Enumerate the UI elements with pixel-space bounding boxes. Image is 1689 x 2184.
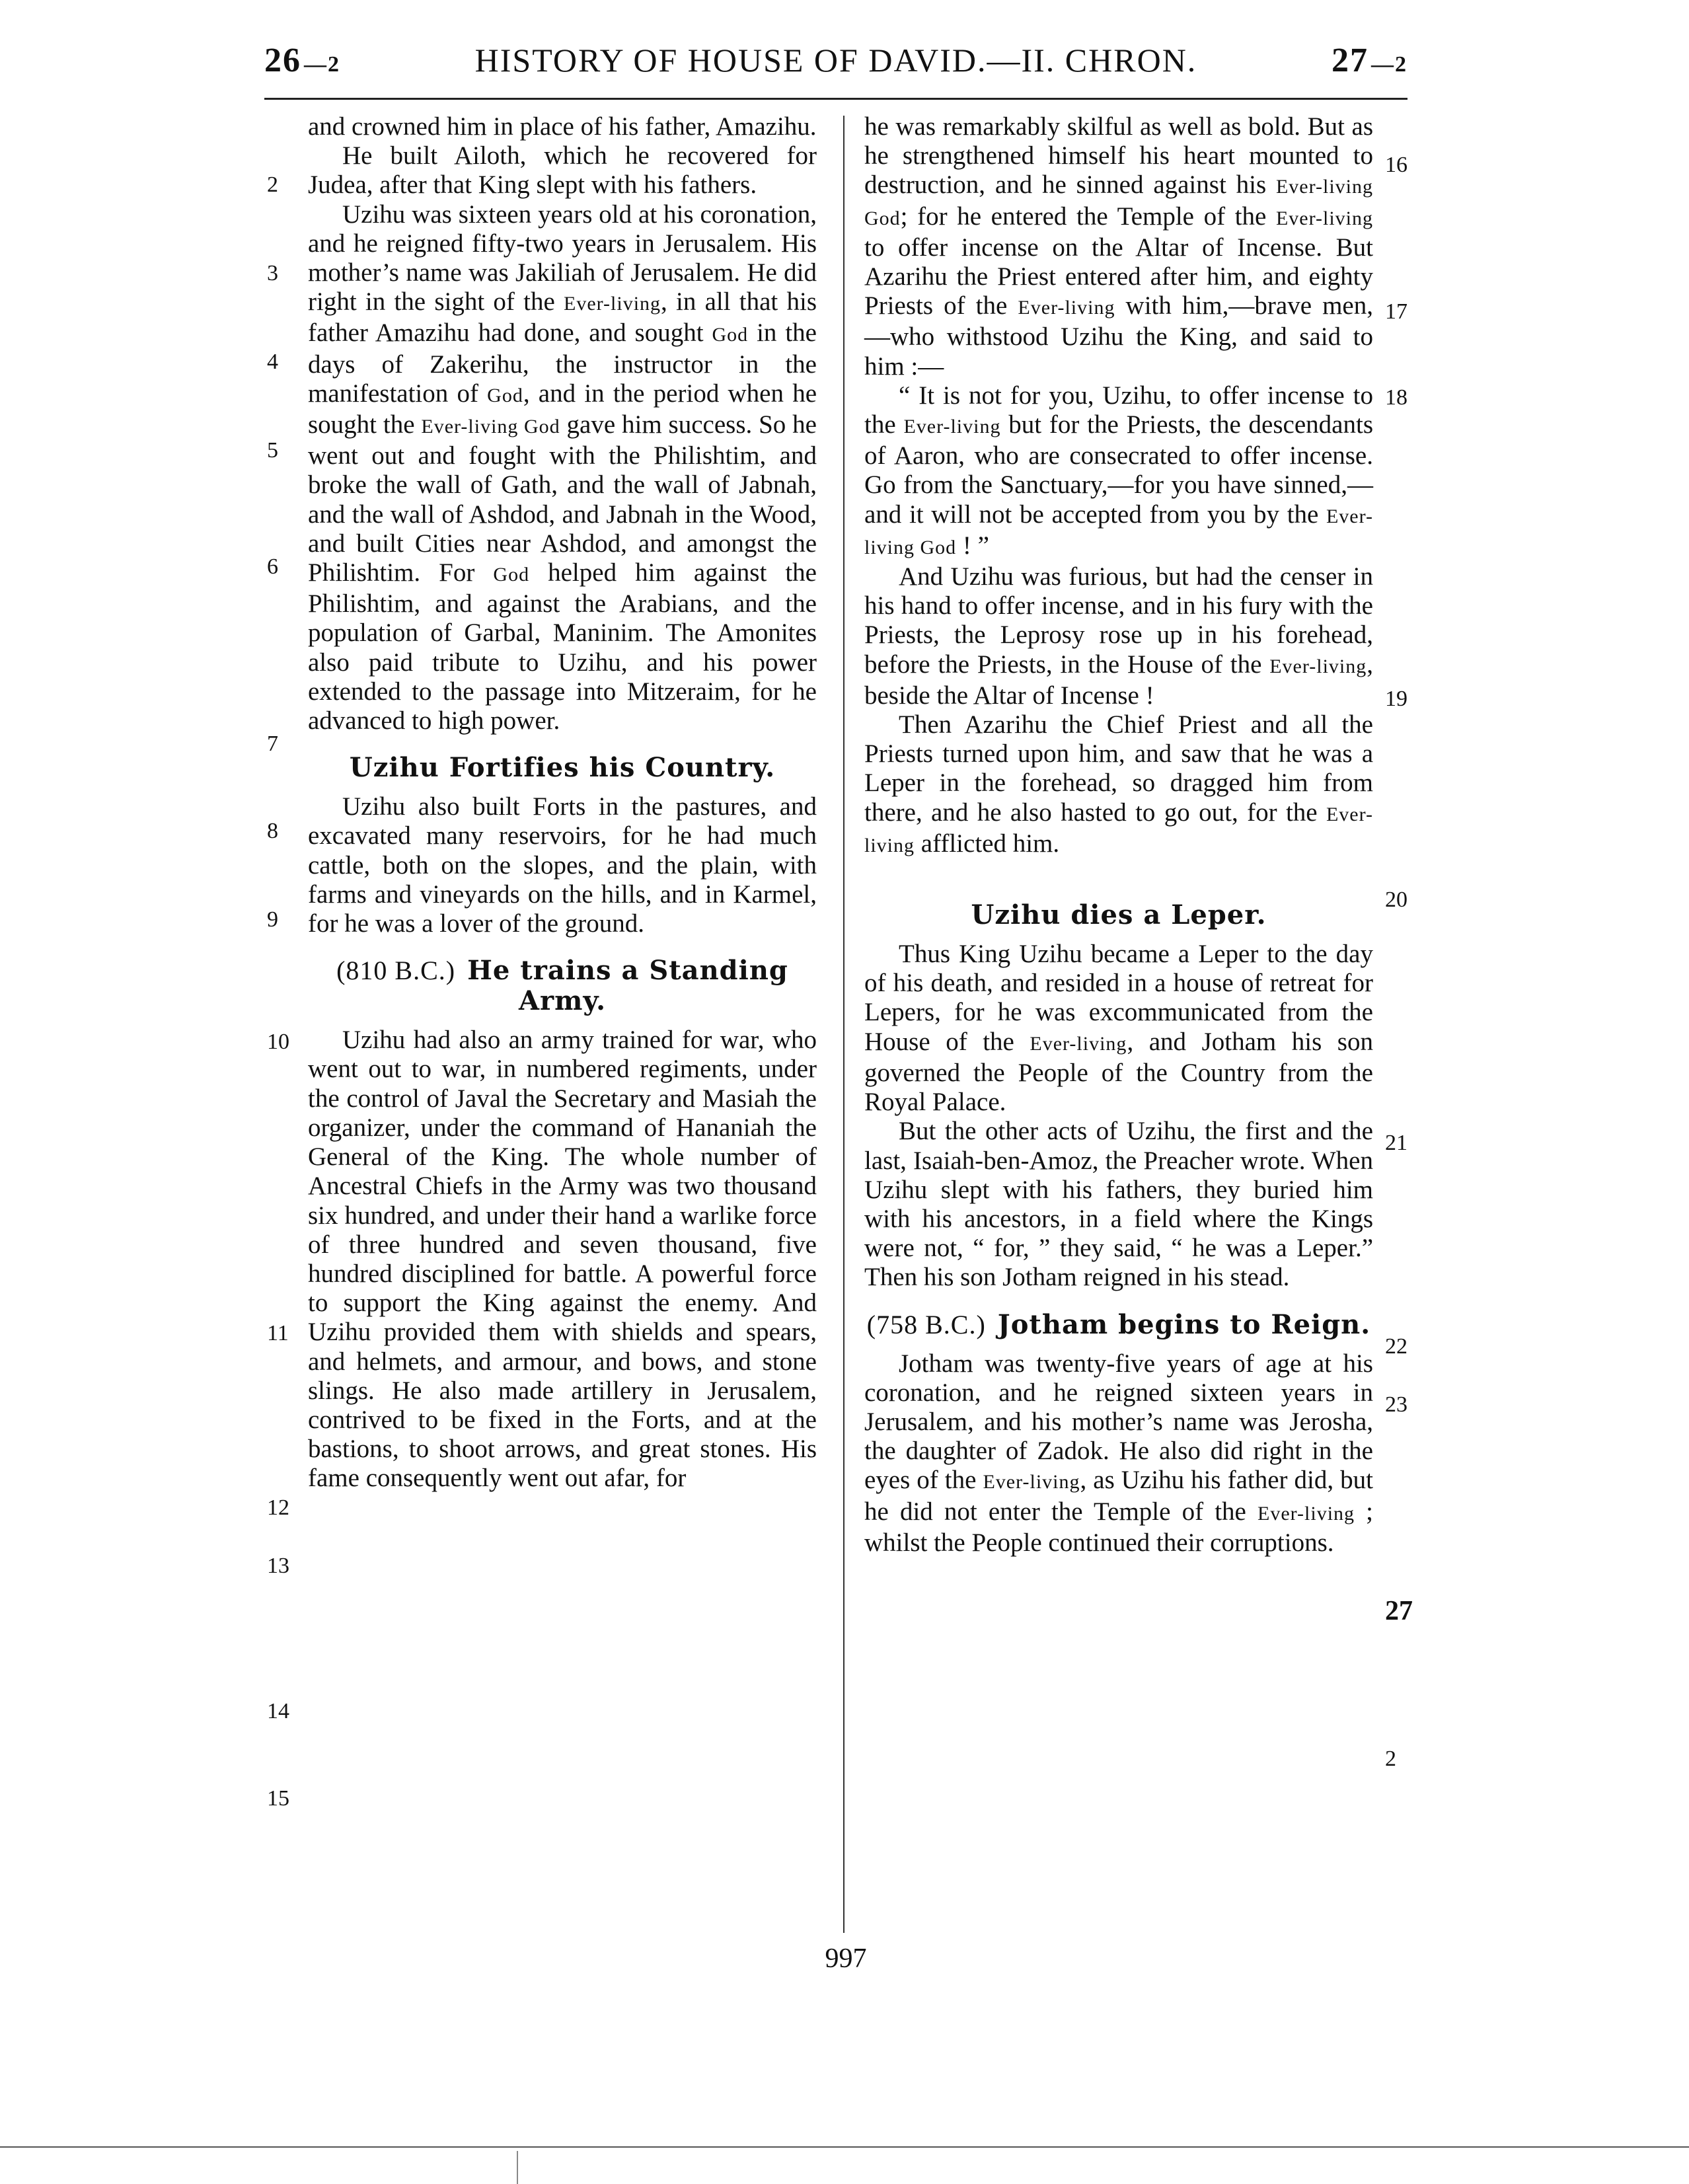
verse-number: 17 — [1385, 299, 1408, 324]
chapter-number: 27 — [1385, 1596, 1413, 1626]
paragraph: Thus King Uzihu became a Leper to the day of his death, and resided in a house of retreat for Lepers, for he was excommunicated from the House of the Ever-living, and Jotham his son governed the People of the Country from the Royal Palace. — [864, 940, 1373, 1117]
verse-number: 20 — [1385, 887, 1408, 912]
verse-number: 7 — [267, 732, 278, 756]
verse-number: 22 — [1385, 1334, 1408, 1359]
verse-number: 2 — [1385, 1747, 1396, 1771]
paragraph: “ It is not for you, Uzihu, to offer incense to the Ever-living but for the Priests, the descendants of Aaron, who are consecrated to offer incense. Go from the Sanctuary,—for you have sinned,—and it will not be accepted from you by the Ever-living God ! ” — [864, 381, 1373, 560]
verse-number: 3 — [267, 261, 278, 285]
verse-number: 15 — [267, 1786, 289, 1811]
verse-number: 12 — [267, 1495, 289, 1520]
bottom-rule — [0, 2146, 1689, 2148]
header-left-chapter: 26 —2 — [264, 42, 340, 79]
page-number: 997 — [825, 1943, 867, 1974]
running-header — [264, 41, 1408, 94]
verse-number: 16 — [1385, 153, 1408, 177]
verse-number: 8 — [267, 819, 278, 843]
section-heading: Uzihu Fortifies his Country. — [349, 752, 776, 784]
paragraph: Uzihu had also an army trained for war, who went out to war, in numbered regiments, under the control of Javal the Secretary and Masiah the organizer, under the command of Hananiah the General of the King. The whole number of Ancestral Chiefs in the Army was two thousand six hundred, and under their hand a warlike force of three hundred and seven thousand, five hundred disciplined for battle. A powerful force to support the King against the enemy. And Uzihu provided them with shields and spears, and helmets, and armour, and bows, and stone slings. He also made artillery in Jerusalem, contrived to be fixed in the Forts, and at the bastions, to shoot arrows, and great stones. His fame consequently went out afar, for — [308, 1026, 817, 1493]
verse-number: 23 — [1385, 1392, 1408, 1417]
paragraph: he was remarkably skilful as well as bold. But as he strengthened himself his heart mounted to destruction, and he sinned against his Ever-living God; for he entered the Temple of the Ever-living to offer incense on the Altar of Incense. But Azarihu the Priest entered after him, and eighty Priests of the Ever-living with him,—brave men,—who withstood Uzihu the King, and said to him :— — [864, 112, 1373, 381]
section-heading: Uzihu dies a Leper. — [971, 899, 1267, 931]
header-title: HISTORY OF HOUSE OF DAVID.—II. CHRON. — [474, 42, 1197, 79]
left-column — [308, 112, 817, 1493]
header-rule — [264, 98, 1408, 100]
verse-number: 4 — [267, 350, 278, 374]
header-right-chapter: 27 —2 — [1332, 42, 1408, 79]
verse-number: 11 — [267, 1321, 289, 1345]
column-divider — [843, 116, 845, 1933]
verse-number: 2 — [267, 172, 278, 197]
binding-mark — [517, 2151, 518, 2184]
paragraph: Uzihu also built Forts in the pastures, and excavated many reservoirs, for he had much cattle, both on the slopes, and the plain, with farms and vineyards on the hills, and in Karmel, for he was a lover of the ground. — [308, 792, 817, 938]
verse-number: 10 — [267, 1030, 289, 1054]
verse-number: 14 — [267, 1699, 289, 1723]
verse-number: 21 — [1385, 1131, 1408, 1155]
section-heading: (758 B.C.) Jotham begins to Reign. — [866, 1308, 1371, 1340]
verse-number: 13 — [267, 1554, 289, 1578]
paragraph: But the other acts of Uzihu, the first and the last, Isaiah-ben-Amoz, the Preacher wrote. When Uzihu slept with his fathers, they buried him with his ancestors, in a field where the Kings were not, “ for, ” they said, “ he was a Leper.” Then his son Jotham reigned in his stead. — [864, 1117, 1373, 1292]
paragraph: And Uzihu was furious, but had the censer in his hand to offer incense, and in his fury with the Priests, the Leprosy rose up in his forehead, before the Priests, in the House of the Ever-living, beside the Altar of Incense ! — [864, 562, 1373, 710]
section-heading: (810 B.C.) He trains a Standing Army. — [336, 955, 788, 1017]
paragraph: He built Ailoth, which he recovered for Judea, after that King slept with his fathers. — [308, 141, 817, 200]
verse-number: 9 — [267, 907, 278, 932]
paragraph: Jotham was twenty-five years of age at his coronation, and he reigned sixteen years in Jerusalem, and his mother’s name was Jerosha, the daughter of Zadok. He also did right in the eyes of the Ever-living, as Uzihu his father did, but he did not enter the Temple of the Ever-living ; whilst the People continued their corruptions. — [864, 1349, 1374, 1557]
paragraph: Then Azarihu the Chief Priest and all the Priests turned upon him, and saw that he was a Leper in the forehead, so dragged him from there, and he also hasted to go out, for the Ever-living afflicted him. — [864, 710, 1373, 858]
verse-number: 18 — [1385, 385, 1408, 410]
verse-number: 6 — [267, 554, 278, 579]
paragraph: Uzihu was sixteen years old at his coronation, and he reigned fifty-two years in Jerusalem. His mother’s name was Jakiliah of Jerusalem. He did right in the sight of the Ever-living, in all that his father Amazihu had done, and sought God in the days of Zakerihu, the instructor in the manifestation of God, and in the period when he sought the Ever-living God gave him success. So he went out and fought with the Philishtim, and broke the wall of Gath, and the wall of Jabnah, and the wall of Ashdod, and Jabnah in the Wood, and built Cities near Ashdod, and amongst the Philishtim. For God helped him against the Philishtim, and against the Arabians, and the population of Garbal, Maninim. The Amonites also paid tribute to Uzihu, and his power extended to the passage into Mitzeraim, for he advanced to high power. — [308, 200, 817, 735]
verse-number: 5 — [267, 438, 278, 463]
paragraph: and crowned him in place of his father, Amazihu. — [308, 112, 817, 141]
right-column — [864, 112, 1373, 1558]
verse-number: 19 — [1385, 687, 1408, 711]
